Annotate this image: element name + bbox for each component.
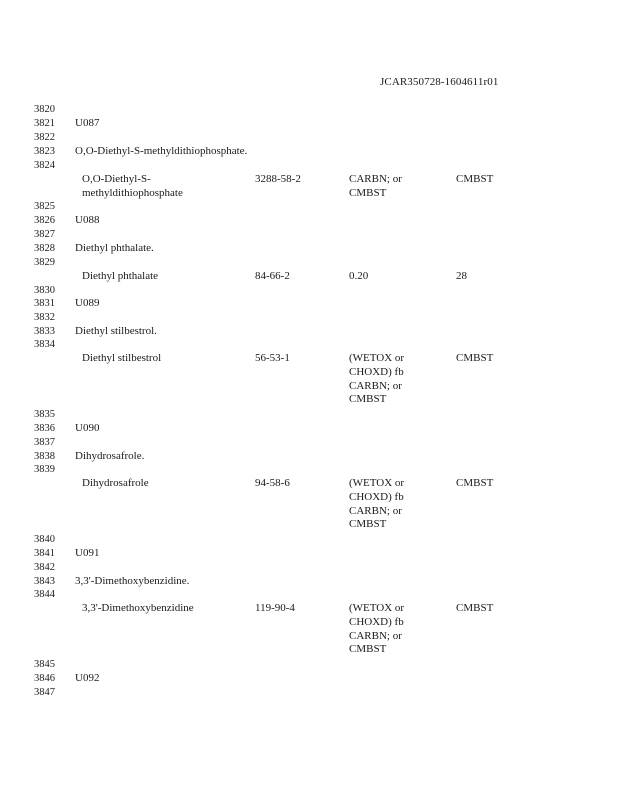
line-number: 3838	[34, 451, 55, 462]
treatment-standard: (WETOX or CHOXD) fb CARBN; or CMBST	[349, 477, 405, 531]
line-number: 3823	[34, 146, 55, 157]
cas-number: 56-53-1	[255, 352, 290, 364]
treatment-standard-nonwastewater: CMBST	[456, 477, 494, 489]
document-id: JCAR350728-1604611r01	[380, 76, 499, 88]
cas-number: 119-90-4	[255, 602, 295, 614]
treatment-standard: CARBN; or CMBST	[349, 173, 402, 199]
line-number: 3841	[34, 548, 55, 559]
constituent-name: Diethyl phthalate	[82, 270, 159, 282]
line-number: 3846	[34, 673, 55, 684]
constituent-heading: Diethyl stilbestrol.	[75, 325, 157, 337]
constituent-name: Dihydrosafrole	[82, 477, 149, 489]
cas-number: 94-58-6	[255, 477, 290, 489]
waste-code: U087	[75, 117, 100, 129]
line-number: 3839	[34, 464, 55, 475]
line-number: 3820	[34, 104, 55, 115]
line-number: 3843	[34, 576, 55, 587]
treatment-standard: (WETOX or CHOXD) fb CARBN; or CMBST	[349, 352, 405, 406]
line-number: 3826	[34, 215, 55, 226]
constituent-name: 3,3'-Dimethoxybenzidine	[82, 602, 194, 614]
line-number: 3833	[34, 326, 55, 337]
treatment-standard-nonwastewater: CMBST	[456, 173, 494, 185]
constituent-name: O,O-Diethyl-S-methyldithiophosphate	[82, 173, 183, 199]
line-number: 3835	[34, 409, 55, 420]
waste-code: U088	[75, 214, 100, 226]
treatment-standard: (WETOX or CHOXD) fb CARBN; or CMBST	[349, 602, 405, 656]
line-number: 3828	[34, 243, 55, 254]
line-number: 3824	[34, 160, 55, 171]
line-number: 3825	[34, 201, 55, 212]
line-number: 3832	[34, 312, 55, 323]
waste-code: U092	[75, 672, 100, 684]
waste-code: U090	[75, 422, 100, 434]
waste-code: U091	[75, 547, 100, 559]
cas-number: 84-66-2	[255, 270, 290, 282]
line-number: 3831	[34, 298, 55, 309]
line-number: 3827	[34, 229, 55, 240]
line-number: 3834	[34, 339, 55, 350]
line-number: 3837	[34, 437, 55, 448]
line-number: 3822	[34, 132, 55, 143]
constituent-name: Diethyl stilbestrol	[82, 352, 162, 364]
line-number: 3830	[34, 285, 55, 296]
line-number: 3847	[34, 687, 55, 698]
line-number: 3842	[34, 562, 55, 573]
constituent-heading: Diethyl phthalate.	[75, 242, 154, 254]
treatment-standard: 0.20	[349, 270, 369, 282]
cas-number: 3288-58-2	[255, 173, 301, 185]
line-number: 3821	[34, 118, 55, 129]
line-number: 3829	[34, 257, 55, 268]
treatment-standard-nonwastewater: 28	[456, 270, 467, 282]
constituent-heading: Dihydrosafrole.	[75, 450, 145, 462]
line-number: 3845	[34, 659, 55, 670]
line-number: 3840	[34, 534, 55, 545]
treatment-standard-nonwastewater: CMBST	[456, 352, 494, 364]
treatment-standard-nonwastewater: CMBST	[456, 602, 494, 614]
line-number: 3844	[34, 589, 55, 600]
constituent-heading: 3,3'-Dimethoxybenzidine.	[75, 575, 190, 587]
waste-code: U089	[75, 297, 100, 309]
line-number: 3836	[34, 423, 55, 434]
constituent-heading: O,O-Diethyl-S-methyldithiophosphate.	[75, 145, 248, 157]
